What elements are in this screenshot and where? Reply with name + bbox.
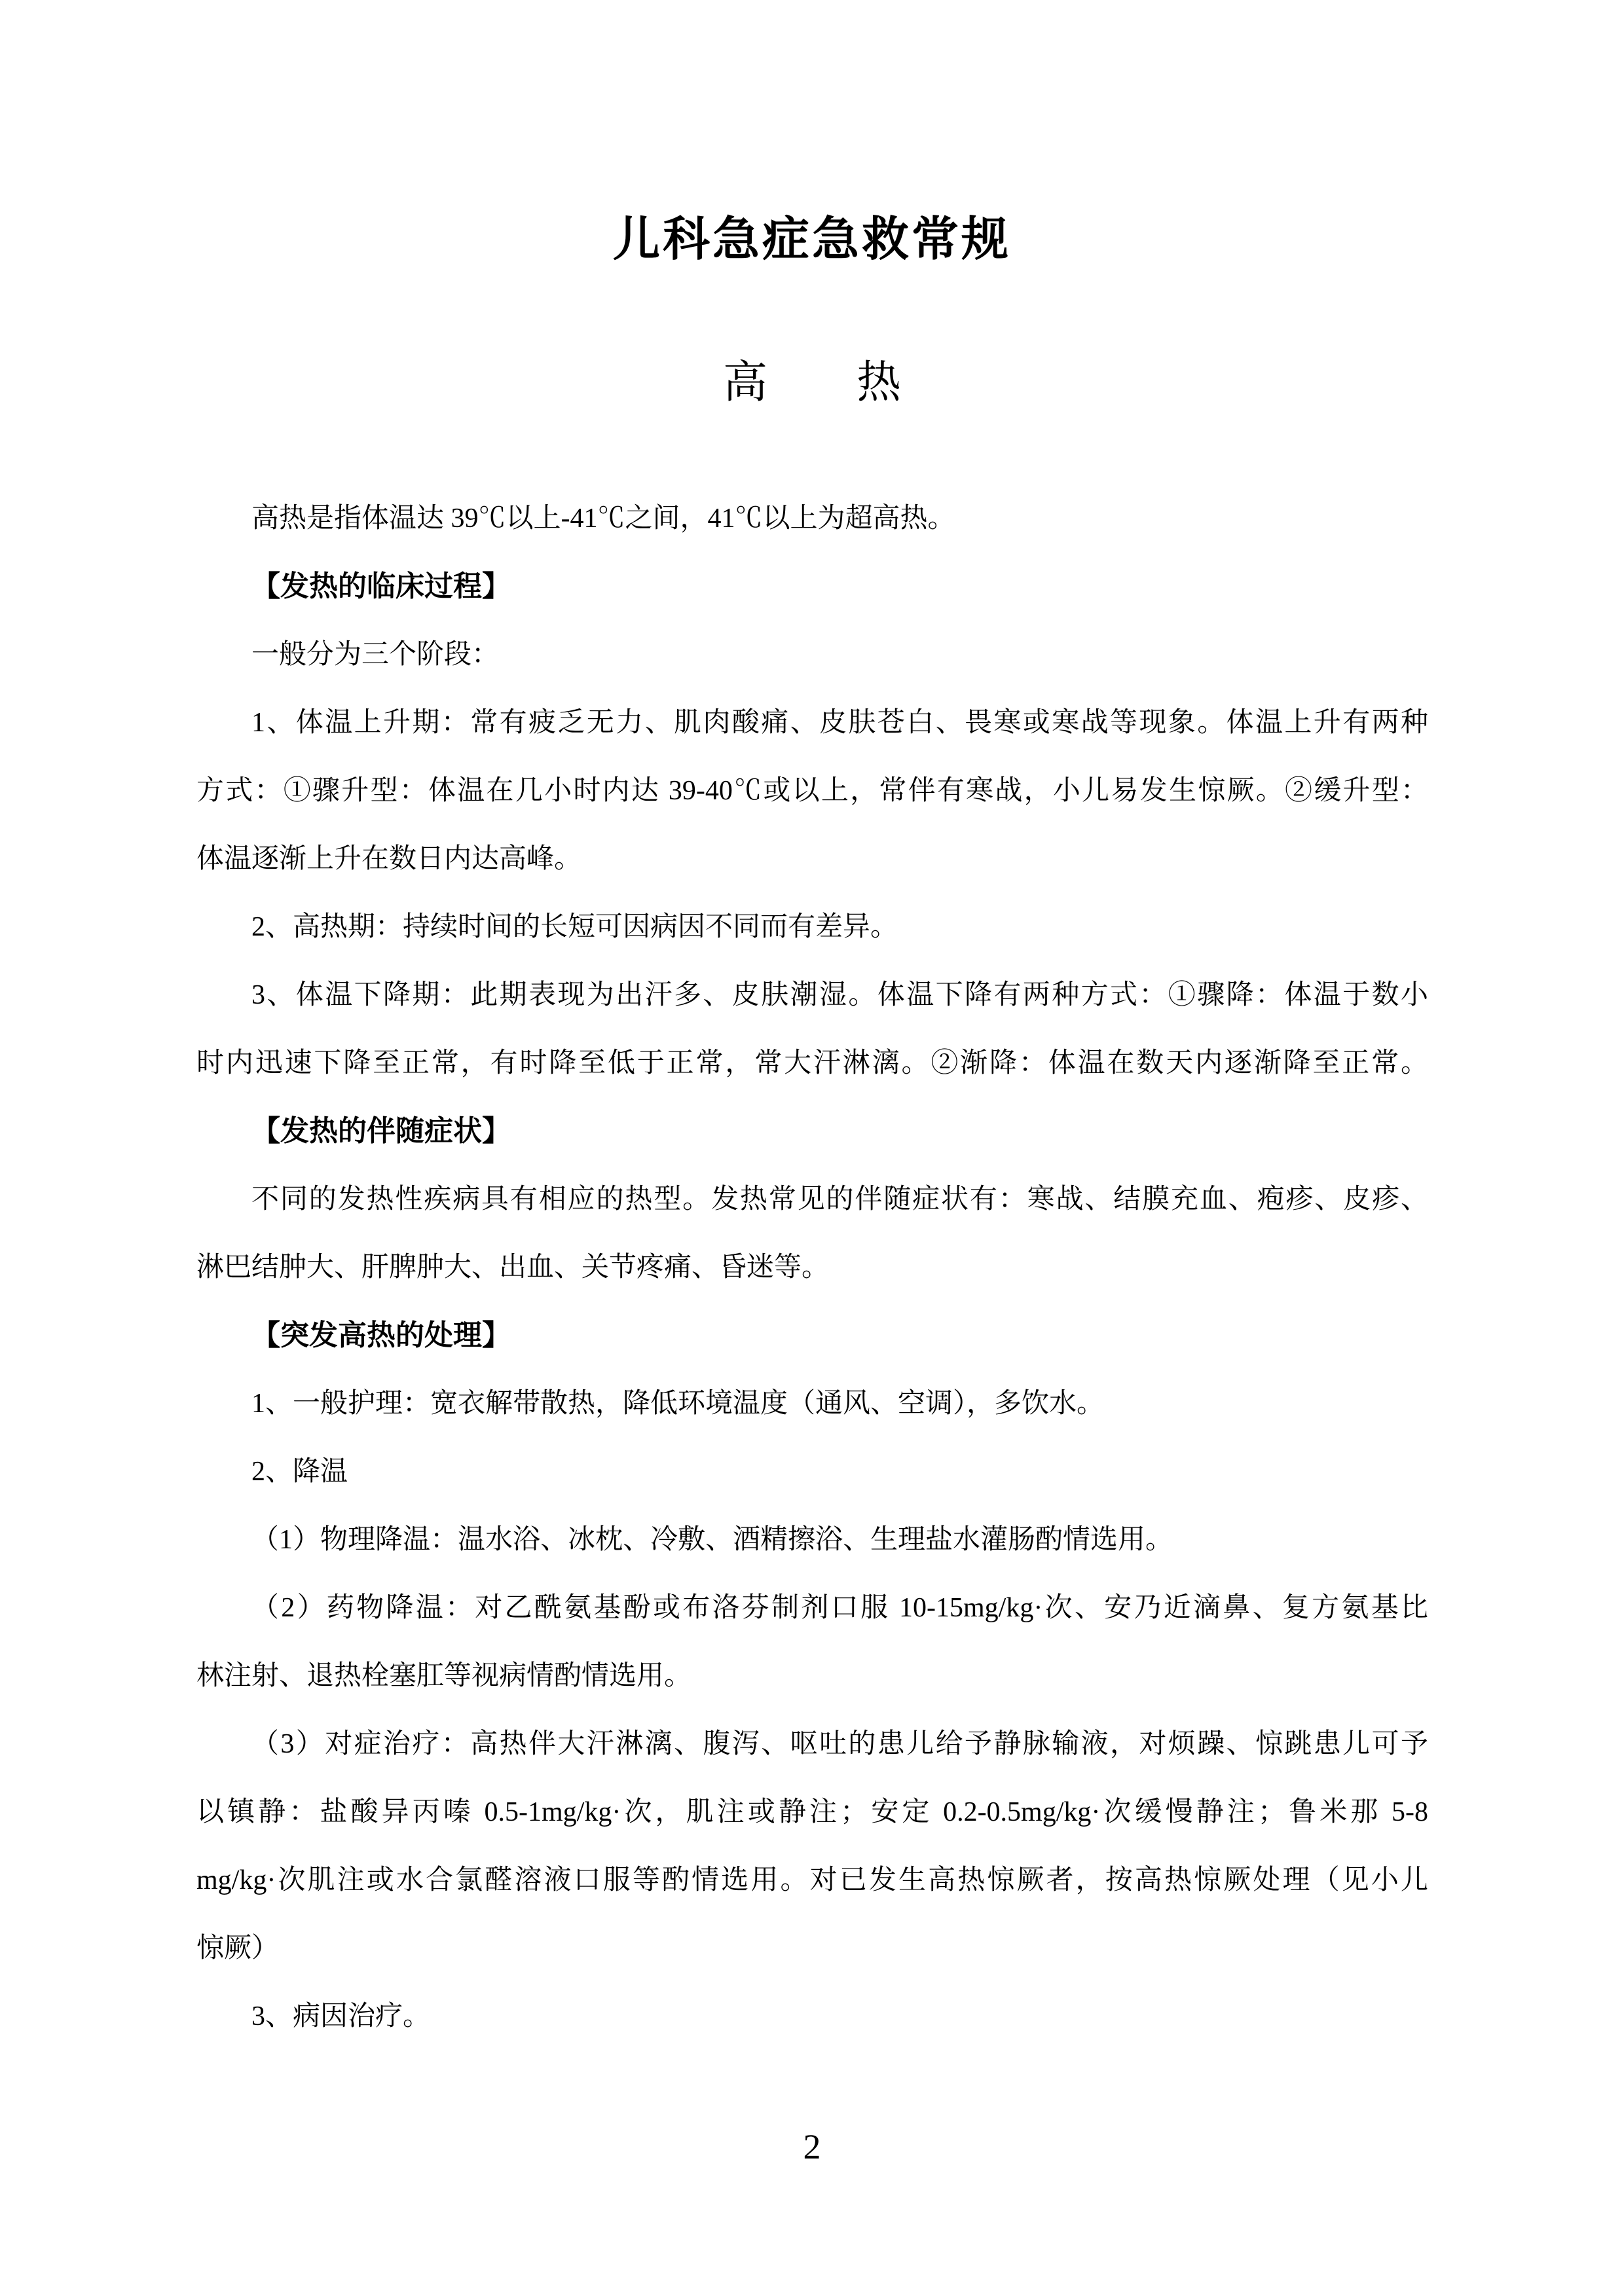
- body-line: 体温逐渐上升在数日内达高峰。: [196, 844, 582, 874]
- document-subtitle: 高 热: [722, 357, 901, 407]
- body-line: 惊厥）: [196, 1933, 280, 1963]
- section-heading: 【发热的临床过程】: [251, 570, 511, 602]
- body-line: 1、体温上升期：常有疲乏无力、肌肉酸痛、皮肤苍白、畏寒或寒战等现象。体温上升有两种: [251, 708, 1428, 738]
- body-line: 方式：①骤升型：体温在几小时内达 39-40℃或以上，常伴有寒战，小儿易发生惊厥。②缓升型：: [196, 776, 1428, 806]
- body-line: 2、降温: [251, 1457, 348, 1487]
- body-line: 以镇静：盐酸异丙嗪 0.5-1mg/kg·次，肌注或静注；安定 0.2-0.5mg/kg·次缓慢静注；鲁米那 5-8: [196, 1797, 1428, 1827]
- page-number: 2: [803, 2127, 821, 2166]
- document-title: 儿科急症急救常规: [612, 213, 1011, 266]
- body-line: 时内迅速下降至正常，有时降至低于正常，常大汗淋漓。②渐降：体温在数天内逐渐降至正常。: [196, 1048, 1428, 1078]
- body-line: 一般分为三个阶段：: [251, 640, 500, 670]
- body-line: （3）对症治疗：高热伴大汗淋漓、腹泻、呕吐的患儿给予静脉输液，对烦躁、惊跳患儿可予: [251, 1729, 1428, 1759]
- body-line: 林注射、退热栓塞肛等视病情酌情选用。: [196, 1661, 692, 1691]
- body-line: 2、高热期：持续时间的长短可因病因不同而有差异。: [251, 912, 898, 942]
- body-line: 高热是指体温达 39℃以上-41℃之间，41℃以上为超高热。: [251, 503, 955, 534]
- body-line: mg/kg·次肌注或水合氯醛溶液口服等酌情选用。对已发生高热惊厥者，按高热惊厥处理（见小儿: [196, 1865, 1428, 1895]
- document-body: [196, 484, 1428, 2050]
- body-line: 淋巴结肿大、肝脾肿大、出血、关节疼痛、昏迷等。: [196, 1252, 830, 1283]
- body-line: （2）药物降温：对乙酰氨基酚或布洛芬制剂口服 10-15mg/kg·次、安乃近滴鼻、复方氨基比: [251, 1593, 1428, 1623]
- section-heading: 【突发高热的处理】: [251, 1319, 511, 1351]
- body-line: 3、体温下降期：此期表现为出汗多、皮肤潮湿。体温下降有两种方式：①骤降：体温于数小: [251, 980, 1428, 1010]
- section-heading: 【发热的伴随症状】: [251, 1115, 511, 1147]
- body-line: 1、一般护理：宽衣解带散热，降低环境温度（通风、空调），多饮水。: [251, 1389, 1105, 1419]
- body-line: 3、病因治疗。: [251, 2001, 431, 2032]
- body-line: （1）物理降温：温水浴、冰枕、冷敷、酒精擦浴、生理盐水灌肠酌情选用。: [251, 1525, 1173, 1555]
- body-line: 不同的发热性疾病具有相应的热型。发热常见的伴随症状有：寒战、结膜充血、疱疹、皮疹、: [251, 1184, 1428, 1214]
